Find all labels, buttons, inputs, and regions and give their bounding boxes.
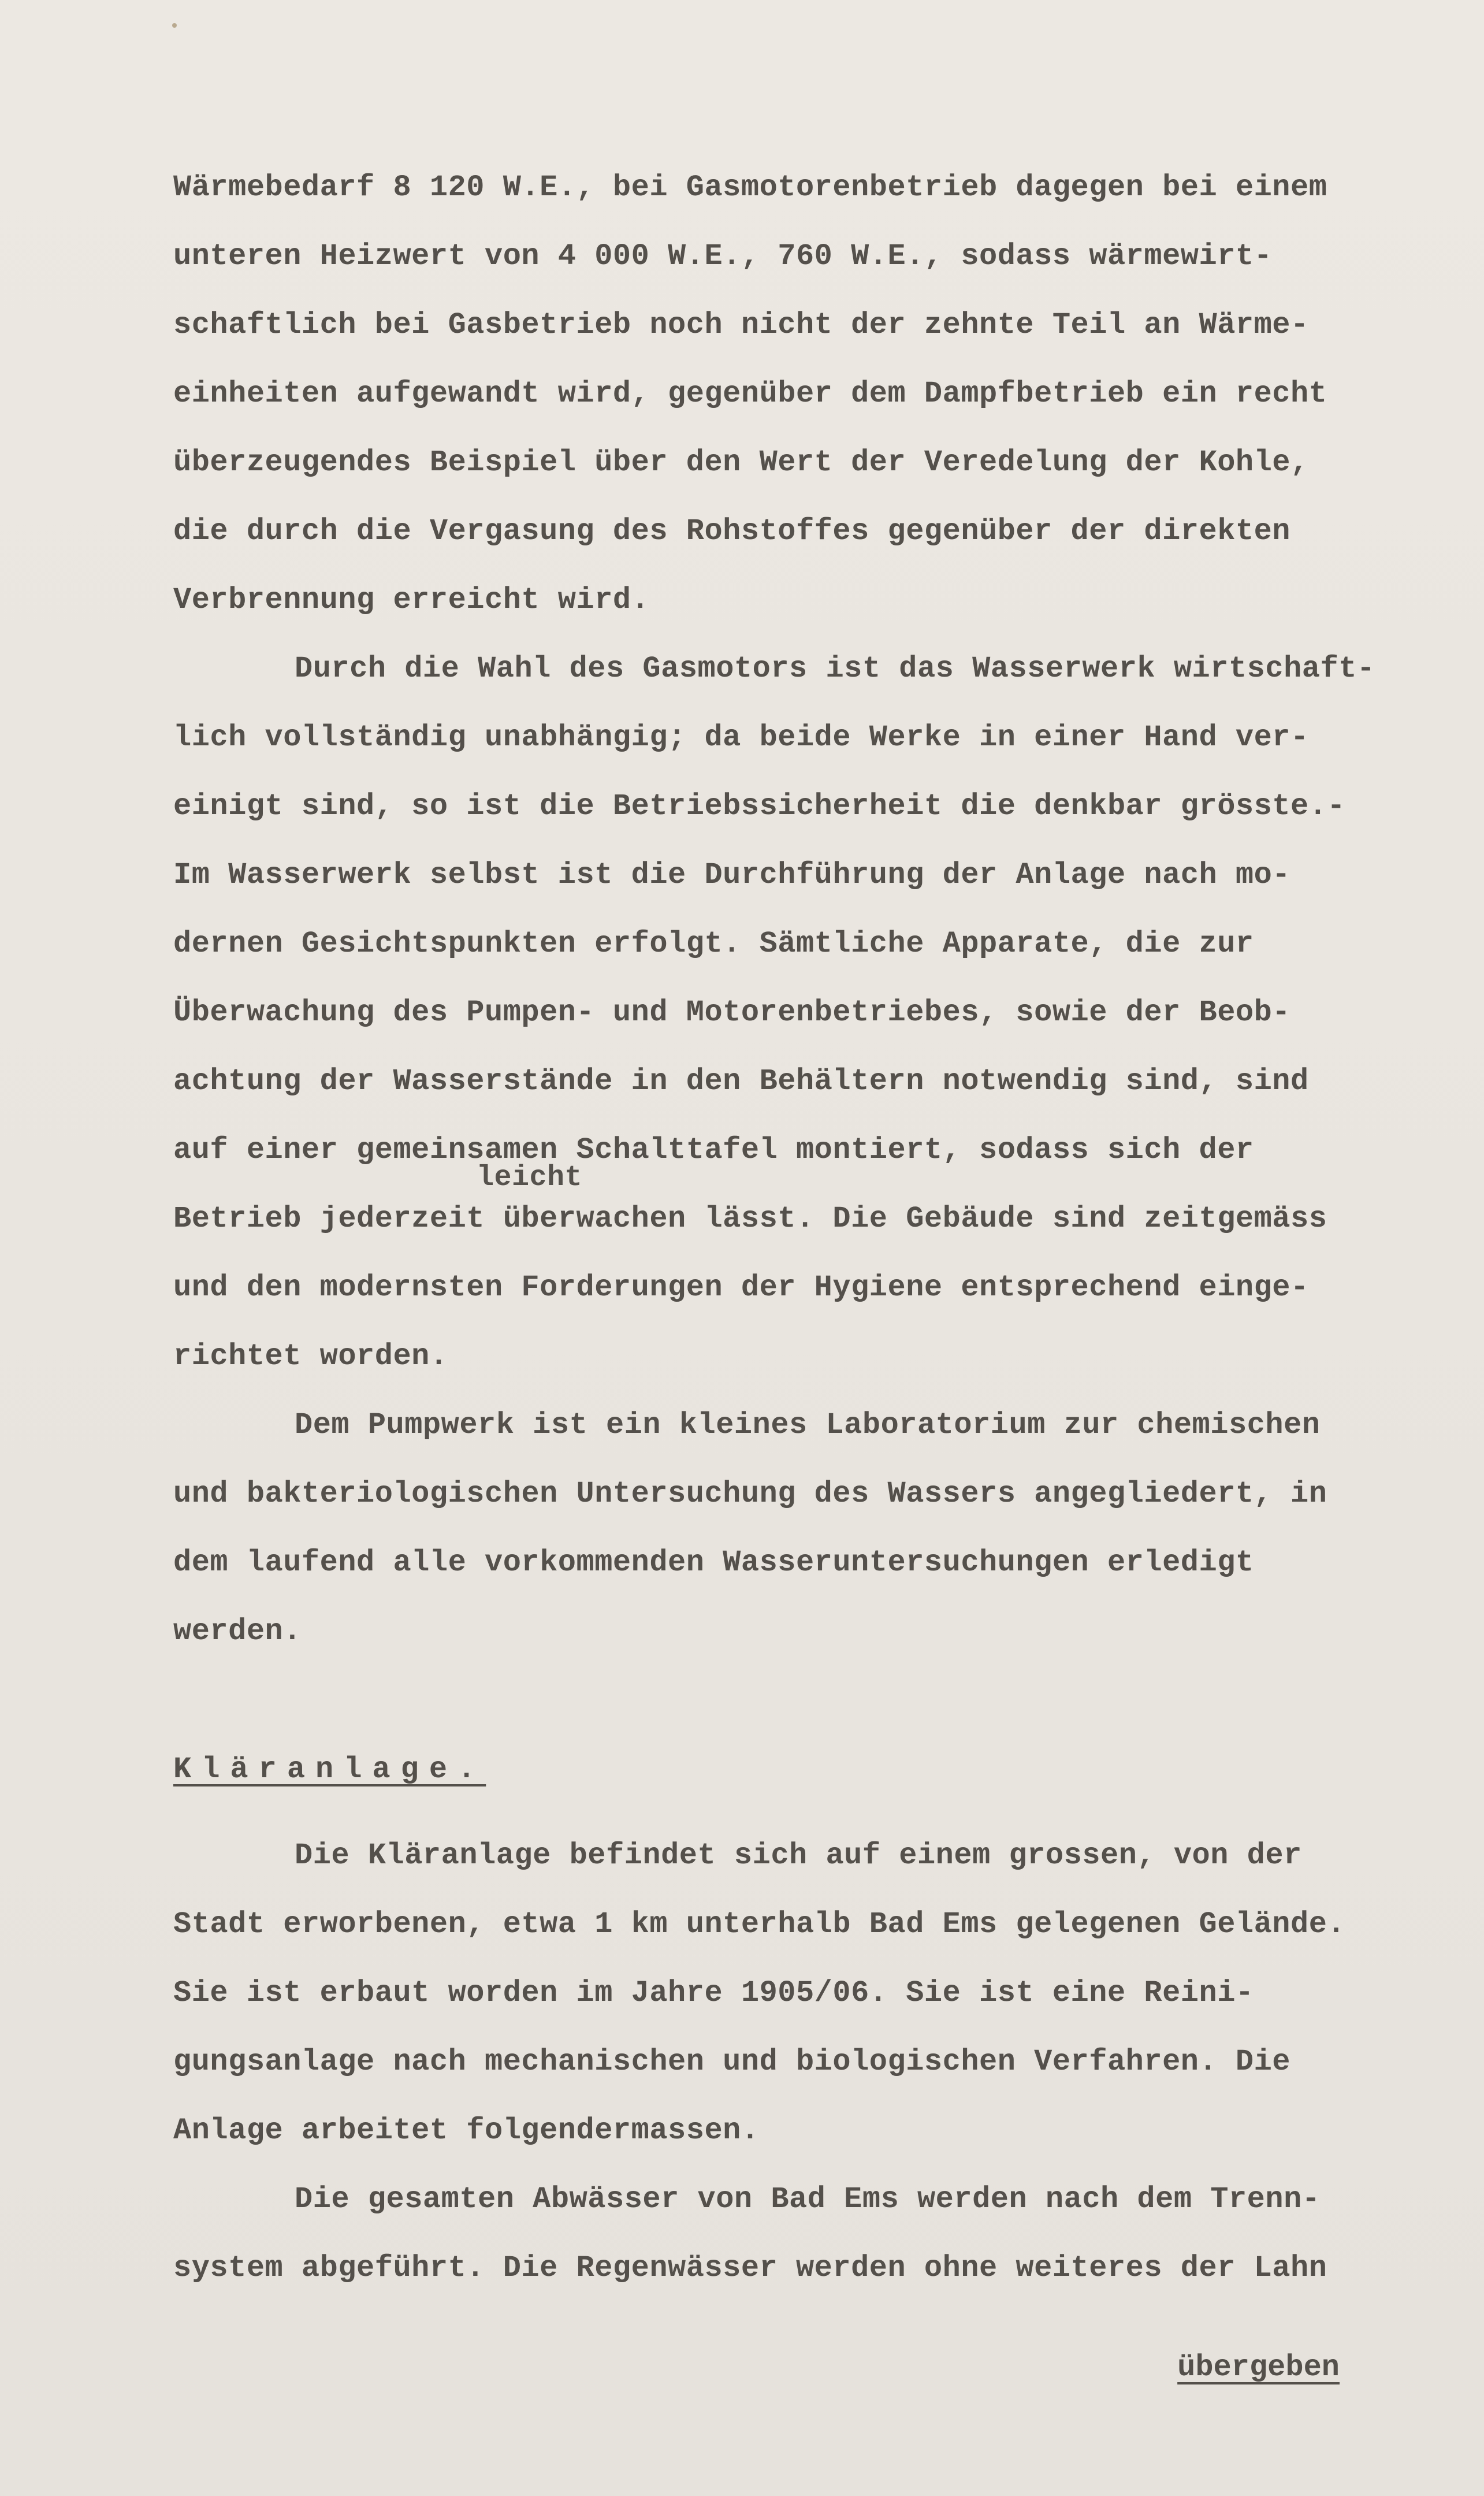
text-line: einigt sind, so ist die Betriebssicherheit die denkbar grösste.- — [173, 789, 1346, 823]
text-line: Stadt erworbenen, etwa 1 km unterhalb Bad Ems gelegenen Gelände. — [173, 1907, 1346, 1941]
text-line: achtung der Wasserstände in den Behältern notwendig sind, sind — [173, 1064, 1309, 1098]
section-gap — [173, 1812, 1473, 1830]
text-line: überzeugendes Beispiel über den Wert der Veredelung der Kohle, — [173, 445, 1309, 480]
interlinear-insertion: leicht — [477, 1161, 583, 1194]
paper-speck — [172, 23, 177, 28]
text-line: Dem Pumpwerk ist ein kleines Laboratorium zur chemischen — [295, 1408, 1321, 1442]
paragraph-3 — [173, 1399, 1473, 1674]
text-line: auf einer gemeinsamen Schalttafel montiert, sodass sich der — [173, 1133, 1254, 1167]
text-line: Im Wasserwerk selbst ist die Durchführung der Anlage nach mo- — [173, 858, 1291, 892]
text-line: Sie ist erbaut worden im Jahre 1905/06. Sie ist eine Reini- — [173, 1976, 1254, 2010]
paragraph-1 — [173, 162, 1473, 643]
text-line: einheiten aufgewandt wird, gegenüber dem Dampfbetrieb ein recht — [173, 377, 1327, 411]
text-line: schaftlich bei Gasbetrieb noch nicht der zehnte Teil an Wärme- — [173, 308, 1309, 342]
paragraph-5 — [173, 2174, 1473, 2311]
text-line: die durch die Vergasung des Rohstoffes gegenüber der direkten — [173, 514, 1291, 548]
text-line: Betrieb jederzeit überwachen lässt. Die Gebäude sind zeitgemäss — [173, 1202, 1327, 1236]
text-line: und bakteriologischen Untersuchung des Wassers angegliedert, in — [173, 1477, 1327, 1511]
text-line: und den modernsten Forderungen der Hygiene entsprechend einge- — [173, 1271, 1309, 1305]
text-line: Durch die Wahl des Gasmotors ist das Wasserwerk wirtschaft- — [295, 652, 1375, 686]
text-line: Die Kläranlage befindet sich auf einem grossen, von der — [295, 1838, 1302, 1873]
section-heading — [173, 1744, 1473, 1812]
text-line: werden. — [173, 1614, 302, 1648]
text-line: gungsanlage nach mechanischen und biologischen Verfahren. Die — [173, 2045, 1291, 2079]
text-line: richtet worden. — [173, 1339, 448, 1373]
paragraph-4 — [173, 1830, 1473, 2174]
text-line: Die gesamten Abwässer von Bad Ems werden nach dem Trenn- — [295, 2182, 1321, 2216]
catchword: übergeben — [1177, 2350, 1340, 2384]
text-line: Verbrennung erreicht wird. — [173, 583, 650, 617]
text-line: dernen Gesichtspunkten erfolgt. Sämtliche Apparate, die zur — [173, 927, 1254, 961]
text-line: dem laufend alle vorkommenden Wasseruntersuchungen erledigt — [173, 1546, 1254, 1580]
text-line: unteren Heizwert von 4 000 W.E., 760 W.E., sodass wärmewirt- — [173, 239, 1273, 273]
paragraph-2 — [173, 643, 1473, 1399]
text-line: Wärmebedarf 8 120 W.E., bei Gasmotorenbetrieb dagegen bei einem — [173, 170, 1327, 205]
text-line: Anlage arbeitet folgendermassen. — [173, 2114, 760, 2148]
text-line: lich vollständig unabhängig; da beide Werke in einer Hand ver- — [173, 720, 1309, 755]
text-line: Überwachung des Pumpen- und Motorenbetriebes, sowie der Beob- — [173, 996, 1291, 1030]
heading-text: Kläranlage. — [173, 1752, 486, 1786]
section-gap — [173, 1674, 1473, 1744]
text-line: system abgeführt. Die Regenwässer werden ohne weiteres der Lahn — [173, 2251, 1327, 2285]
typewritten-text — [173, 162, 1473, 2311]
